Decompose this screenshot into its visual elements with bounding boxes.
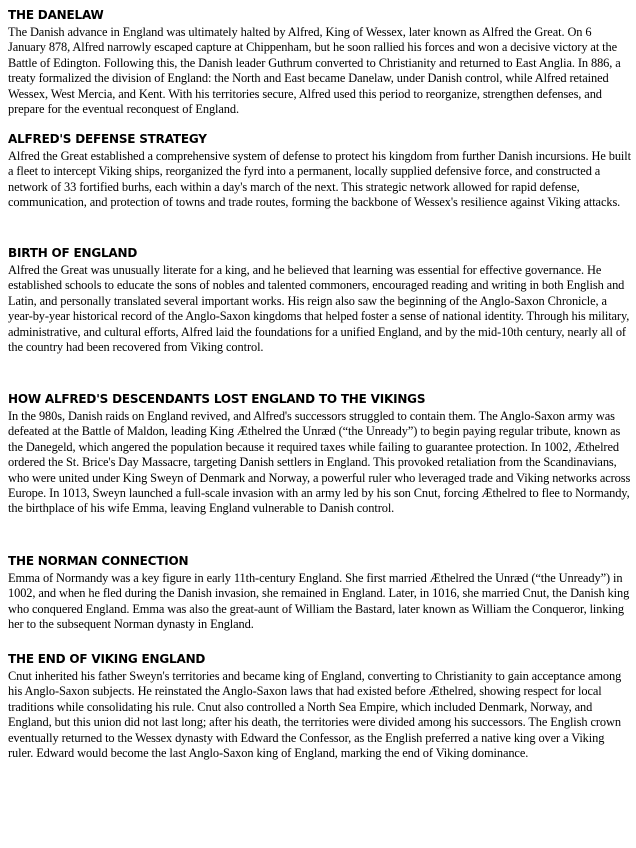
section-paragraph: The Danish advance in England was ultimately halted by Alfred, King of Wessex, later known as Alfred the Great. On 6 January 878, Alfred narrowly escaped capture at Chippenham, but he soon rallied his forces and won a decisive victory at the Battle of Edington. Following this, the Danish leader Guthrum converted to Christianity and returned to East Anglia. In 886, a treaty formalized the division of England: the North and East became Danelaw, under Danish control, while Alfred retained Wessex, West Mercia, and Kent. With his territories secure, Alfred used this period to reorganize, strengthen defenses, and prepare for the eventual reconquest of England. [8,25,621,117]
section-paragraph: Emma of Normandy was a key figure in early 11th-century England. She first married Æthelred the Unræd (“the Unready”) in 1002, and when he fled during the Danish invasion, she remained in England. Later, in 1016, she married Cnut, the Danish king who conquered England. Emma was also the great-aunt of William the Bastard, later known as William the Conqueror, linking her to the subsequent Norman dynasty in England. [8,571,630,632]
section-paragraph: In the 980s, Danish raids on England revived, and Alfred's successors struggled to contain them. The Anglo-Saxon army was defeated at the Battle of Maldon, leading King Æthelred the Unræd (“the Unready”) to begin paying regular tribute, known as the Danegeld, which angered the population because it required taxes while failing to guarantee protection. In 1002, Æthelred ordered the St. Brice's Day Massacre, targeting Danish settlers in England. This provoked retaliation from the Scandinavians, who were united under King Sweyn of Denmark and Norway, a powerful ruler who leveraged trade and Viking networks across Europe. In 1013, Sweyn launched a full-scale invasion with an army led by his son Cnut, forcing Æthelred to flee to Normandy, the birthplace of his wife Emma, leaving England vulnerable to Danish control. [8,409,631,516]
section-paragraph: Cnut inherited his father Sweyn's territories and became king of England, converting to Christianity to gain acceptance among his Anglo-Saxon subjects. He reinstated the Anglo-Saxon laws that had existed before Æthelred, showing respect for local traditions while consolidating his rule. Cnut also controlled a North Sea Empire, which included Denmark, Norway, and England, but this union did not last long; after his death, the territories were divided among his successors. The English crown eventually returned to the Wessex dynasty with Edward the Confessor, as the English preferred a native king over a Viking ruler. Edward would become the last Anglo-Saxon king of England, marking the end of Viking dominance. [8,669,622,761]
section-heading: ALFRED'S DEFENSE STRATEGY [8,132,207,146]
document-page [8,8,632,782]
section-birth-of-england [8,246,632,392]
section-the-norman-connection [8,554,632,652]
section-how-alfreds-descendants-lost-england [8,392,632,554]
section-paragraph: Alfred the Great established a comprehensive system of defense to protect his kingdom from further Danish incursions. He built a fleet to intercept Viking ships, reorganized the fyrd into a permanent, locally supplied defensive force, and constructed a network of 33 fortified burhs, each within a day's march of the next. This strategic network allowed for rapid defense, communication, and protection of towns and trade routes, forming the backbone of Wessex's resilience against Viking attacks. [8,149,631,210]
section-heading: BIRTH OF ENGLAND [8,246,138,260]
section-heading: THE END OF VIKING ENGLAND [8,652,206,666]
section-the-danelaw [8,8,632,132]
section-paragraph: Alfred the Great was unusually literate for a king, and he believed that learning was essential for effective governance. He established schools to educate the sons of nobles and talented commoners, encouraged reading and writing in both English and Latin, and personally translated several important works. His reign also saw the beginning of the Anglo-Saxon Chronicle, a year-by-year historical record of the Anglo-Saxon kingdoms that helped foster a sense of national identity. Through his military, administrative, and cultural efforts, Alfred laid the foundations for a unified England, and by the mid-10th century, nearly all of the country had been recovered from Viking control. [8,263,630,355]
section-heading: THE NORMAN CONNECTION [8,554,189,568]
section-heading: HOW ALFRED'S DESCENDANTS LOST ENGLAND TO THE VIKINGS [8,392,426,406]
section-heading: THE DANELAW [8,8,104,22]
section-alfreds-defense-strategy [8,132,632,246]
section-the-end-of-viking-england [8,652,632,782]
